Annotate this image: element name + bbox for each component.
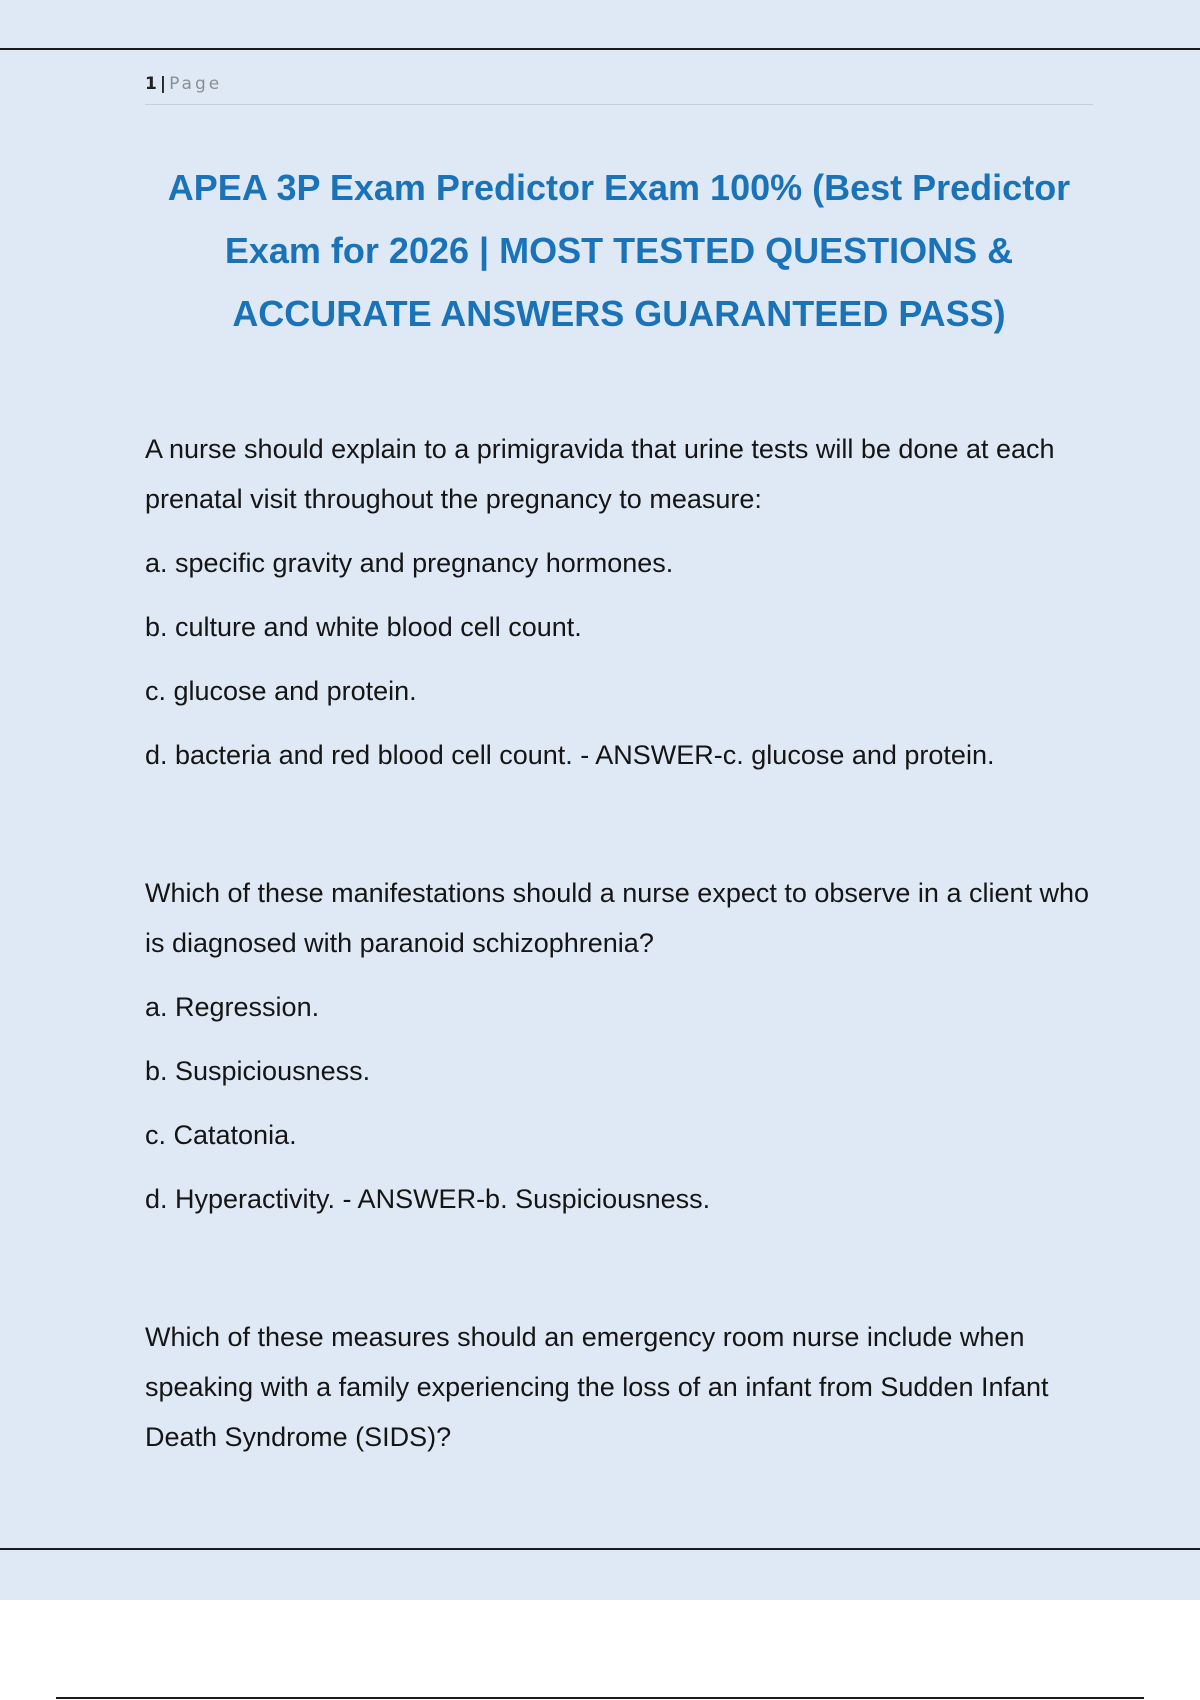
page-number: 1 — [145, 74, 157, 94]
option-b: b. Suspiciousness. — [145, 1056, 371, 1086]
page-label: Page — [169, 74, 223, 94]
page-header — [145, 74, 1093, 105]
question-1 — [145, 424, 1095, 780]
question-text: Which of these measures should an emergency room nurse include when speaking with a family experiencing the loss of an infant from Sudden Infant Death Syndrome (SIDS)? — [145, 1322, 1049, 1452]
question-list — [145, 424, 1095, 1462]
bottom-divider — [0, 1548, 1200, 1550]
top-divider — [0, 48, 1200, 50]
footer-divider — [56, 1697, 1144, 1699]
question-2 — [145, 868, 1095, 1224]
option-b: b. culture and white blood cell count. — [145, 612, 582, 642]
option-a: a. specific gravity and pregnancy hormones. — [145, 548, 674, 578]
question-3 — [145, 1312, 1095, 1462]
option-a: a. Regression. — [145, 992, 320, 1022]
option-d-answer: d. Hyperactivity. - ANSWER-b. Suspiciousness. — [145, 1184, 711, 1214]
document-title: APEA 3P Exam Predictor Exam 100% (Best Predictor Exam for 2026 | MOST TESTED QUESTIONS & ACCURATE ANSWERS GUARANTEED PASS) — [167, 167, 1071, 334]
option-d-answer: d. bacteria and red blood cell count. - ANSWER-c. glucose and protein. — [145, 740, 995, 770]
option-c: c. glucose and protein. — [145, 676, 417, 706]
question-text: Which of these manifestations should a nurse expect to observe in a client who is diagnosed with paranoid schizophrenia? — [145, 878, 1090, 958]
option-c: c. Catatonia. — [145, 1120, 297, 1150]
question-text: A nurse should explain to a primigravida that urine tests will be done at each prenatal visit throughout the pregnancy to measure: — [145, 434, 1055, 514]
page-separator: | — [159, 74, 167, 94]
